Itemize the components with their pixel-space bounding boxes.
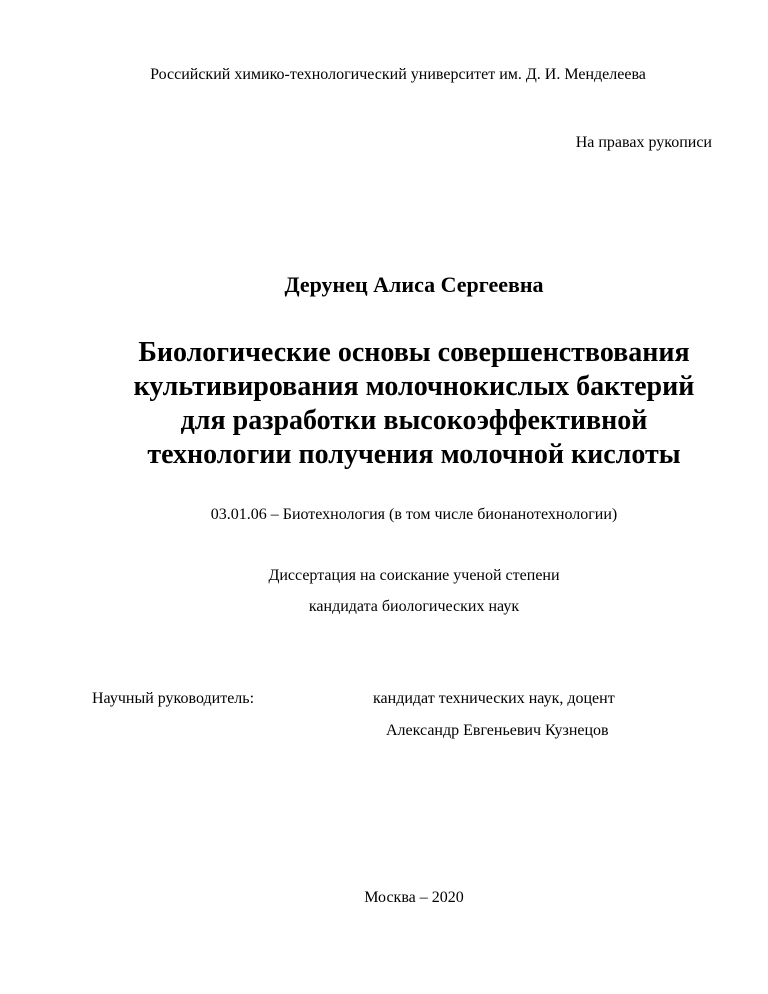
dissertation-degree-line-2: кандидата биологических наук [308, 598, 520, 615]
manuscript-note: На правах рукописи [575, 134, 712, 151]
title-line-4: технологии получения молочной кислоты [147, 439, 681, 470]
university-name: Российский химико-технологический университет им. Д. И. Менделеева [150, 66, 646, 83]
supervisor-label: Научный руководитель: [92, 690, 255, 707]
author-name: Дерунец Алиса Сергеевна [284, 272, 544, 297]
dissertation-degree-line-1: Диссертация на соискание ученой степени [268, 567, 560, 584]
title-line-3: для разработки высокоэффективной [180, 405, 648, 436]
specialty-code: 03.01.06 – Биотехнология (в том числе бионанотехнологии) [210, 506, 618, 523]
title-line-1: Биологические основы совершенствования [138, 337, 690, 368]
title-line-2: культивирования молочнокислых бактерий [133, 371, 695, 402]
supervisor-degree: кандидат технических наук, доцент [373, 690, 615, 707]
dissertation-title [0, 336, 768, 472]
city-year: Москва – 2020 [364, 889, 464, 906]
supervisor-name: Александр Евгеньевич Кузнецов [386, 722, 609, 739]
